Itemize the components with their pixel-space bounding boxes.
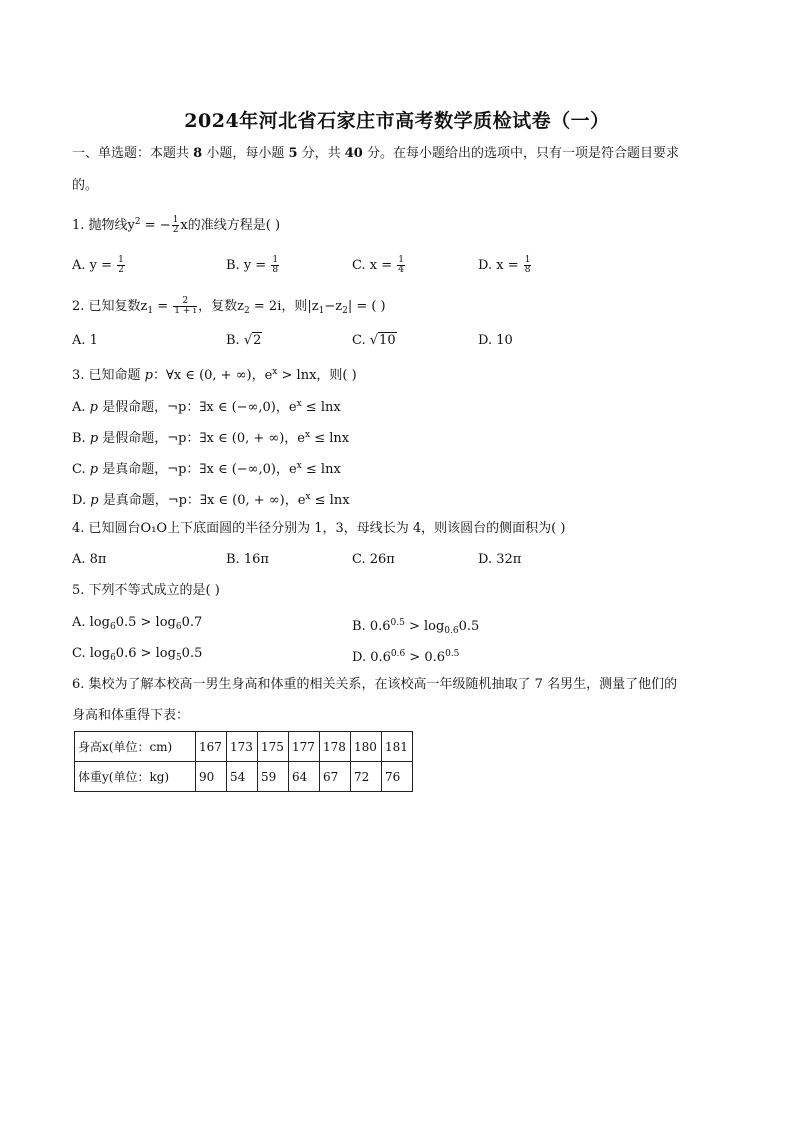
question-1-stem	[72, 214, 280, 235]
option-label: C.	[72, 462, 90, 477]
option-text: 0.6 > log	[115, 646, 176, 661]
q2-option-d: D. 10	[478, 333, 513, 348]
q2-text: 2. 已知复数z	[72, 299, 148, 314]
log-base: 0.6	[444, 626, 459, 636]
fraction-numerator: 1	[172, 215, 179, 225]
row-header: 身高x(单位：cm)	[75, 732, 196, 762]
section-instructions-cont: 的。	[72, 178, 99, 193]
table-cell: 67	[320, 762, 351, 792]
fraction-numerator: 1	[118, 255, 124, 265]
fraction-denominator: 2	[118, 265, 124, 275]
instr-text: 小题，每小题	[202, 146, 289, 161]
q3-option-b	[72, 427, 349, 447]
table-cell: 90	[196, 762, 227, 792]
q3-exponent: x	[272, 367, 278, 377]
table-cell: 180	[351, 732, 382, 762]
q5-option-c	[72, 646, 202, 666]
q2-subscript: 1	[147, 306, 154, 316]
fraction-denominator: 1 + i	[174, 306, 197, 316]
option-label: B. y =	[226, 258, 271, 273]
option-text: > 0.6	[405, 650, 446, 665]
table-cell: 167	[196, 732, 227, 762]
option-text: ≤ lnx	[310, 493, 350, 508]
q2-text: = 2i，则|z	[249, 299, 319, 314]
fraction-numerator: 2	[173, 297, 197, 307]
q2-text: =	[153, 299, 173, 314]
question-4-stem: 4. 已知圆台O₁O上下底面圆的半径分别为 1，3，母线长为 4，则该圆台的侧面积为( )	[72, 521, 566, 536]
option-text: C. log	[72, 646, 111, 661]
section-instructions	[72, 146, 679, 162]
option-text: 0.5	[181, 646, 203, 661]
option-fraction	[397, 256, 405, 275]
option-exponent: x	[305, 430, 311, 440]
option-exponent: x	[296, 399, 302, 409]
option-text: ≤ lnx	[301, 462, 341, 477]
table-cell: 178	[320, 732, 351, 762]
q2-subscript: 2	[244, 306, 250, 316]
option-variable: p	[89, 462, 99, 477]
q4-option-b: B. 16π	[226, 552, 269, 567]
option-label: A.	[72, 400, 90, 415]
table-row	[75, 732, 413, 762]
q5-option-a	[72, 615, 202, 635]
option-label: D. x =	[478, 258, 523, 273]
log-base: 6	[175, 622, 182, 632]
q2-fraction	[173, 297, 197, 316]
table-row	[75, 762, 413, 792]
option-text: ≤ lnx	[310, 431, 350, 446]
radicand: 10	[379, 333, 396, 348]
q5-option-b	[352, 615, 479, 639]
q5-option-d	[352, 646, 459, 666]
question-3-stem	[72, 364, 357, 384]
q3-option-a	[72, 396, 341, 416]
option-label: C.	[352, 333, 370, 348]
option-text: > log	[404, 619, 445, 634]
q2-subscript: 1	[318, 306, 325, 316]
q2-text: ，复数z	[198, 299, 245, 314]
log-base: 6	[109, 622, 116, 632]
q1-option-a	[72, 256, 126, 275]
fraction-numerator: 1	[272, 255, 279, 265]
q3-text: 3. 已知命题	[72, 368, 145, 383]
q1-option-b	[226, 256, 280, 275]
q3-text: ：∀x ∈ (0, + ∞)，e	[153, 368, 273, 383]
q2-option-c	[352, 333, 397, 349]
question-6-stem-cont: 身高和体重得下表：	[72, 708, 190, 723]
radicand: 2	[253, 333, 262, 348]
option-variable: p	[90, 493, 99, 508]
q3-option-c	[72, 458, 341, 478]
option-text: 0.5	[458, 619, 480, 634]
option-text: ≤ lnx	[301, 400, 341, 415]
fraction-numerator: 1	[524, 255, 531, 265]
option-label: B.	[226, 333, 244, 348]
row-header: 体重y(单位：kg)	[75, 762, 196, 792]
option-text: B. 0.6	[352, 619, 391, 634]
q2-option-b	[226, 333, 262, 349]
option-label: B.	[72, 431, 90, 446]
q3-variable-p: p	[144, 368, 153, 383]
instr-text: 分，共	[297, 146, 345, 161]
q3-text: > lnx，则( )	[277, 368, 357, 383]
q3-option-d	[72, 489, 350, 509]
q2-text: | = ( )	[347, 299, 386, 314]
instr-count: 8	[193, 146, 203, 161]
question-6-stem: 6. 集校为了解本校高一男生身高和体重的相关关系，在该校高一年级随机抽取了 7 名男生，测量了他们的	[72, 677, 678, 692]
q1-fraction	[172, 216, 180, 235]
table-cell: 173	[227, 732, 258, 762]
option-variable: p	[89, 400, 98, 415]
option-fraction	[524, 256, 532, 275]
option-variable: p	[89, 431, 99, 446]
option-text: 是真命题，¬p：∃x ∈ (−∞,0)，e	[98, 462, 297, 477]
option-label: C. x =	[352, 258, 397, 273]
instr-points-total: 40	[344, 146, 363, 161]
q2-text: −z	[324, 299, 343, 314]
height-weight-table	[74, 731, 413, 792]
option-exponent: 0.6	[390, 649, 406, 659]
q1-text: = −	[140, 218, 171, 233]
option-exponent: 0.5	[390, 618, 405, 628]
fraction-denominator: 8	[524, 265, 531, 275]
option-exponent: x	[305, 492, 311, 502]
option-exponent: x	[296, 461, 302, 471]
option-fraction	[117, 256, 125, 275]
page-title: 2024年河北省石家庄市高考数学质检试卷（一）	[184, 110, 610, 132]
option-text: 0.5 > log	[115, 615, 176, 630]
option-text: A. log	[72, 615, 110, 630]
q1-option-d	[478, 256, 532, 275]
table-cell: 175	[258, 732, 289, 762]
option-text: 是真命题，¬p：∃x ∈ (0, + ∞)，e	[98, 493, 306, 508]
option-fraction	[271, 256, 279, 275]
instr-text: 分。在每小题给出的选项中，只有一项是符合题目要求	[362, 146, 679, 161]
q1-text: x的准线方程是( )	[180, 218, 281, 233]
table-cell: 72	[351, 762, 382, 792]
option-exponent: 0.5	[445, 649, 460, 659]
table-cell: 64	[289, 762, 320, 792]
table-cell: 177	[289, 732, 320, 762]
instr-points-each: 5	[288, 146, 298, 161]
sqrt-sign: √2	[243, 333, 262, 348]
table-cell: 54	[227, 762, 258, 792]
table-cell: 76	[382, 762, 413, 792]
q1-text: 1. 抛物线y	[72, 218, 135, 233]
q1-exponent: 2	[134, 217, 141, 227]
table-cell: 59	[258, 762, 289, 792]
option-text: 是假命题，¬p：∃x ∈ (0, + ∞)，e	[98, 431, 306, 446]
q4-option-d: D. 32π	[478, 552, 522, 567]
option-text: 0.7	[181, 615, 203, 630]
q4-option-a: A. 8π	[72, 552, 107, 567]
fraction-denominator: 4	[398, 265, 404, 275]
q4-option-c: C. 26π	[352, 552, 395, 567]
table-cell: 181	[382, 732, 413, 762]
log-base: 5	[175, 653, 182, 663]
option-text: D. 0.6	[352, 650, 391, 665]
option-text: 是假命题，¬p：∃x ∈ (−∞,0)，e	[97, 400, 297, 415]
option-label: D.	[72, 493, 91, 508]
q2-subscript: 2	[342, 306, 348, 316]
instr-text: 一、单选题：本题共	[72, 146, 194, 161]
q1-option-c	[352, 256, 406, 275]
fraction-numerator: 1	[398, 255, 404, 265]
fraction-denominator: 2	[172, 225, 179, 235]
fraction-denominator: 8	[272, 265, 279, 275]
sqrt-sign: √10	[369, 333, 396, 348]
q2-option-a: A. 1	[72, 333, 98, 348]
question-5-stem: 5. 下列不等式成立的是( )	[72, 583, 220, 598]
option-label: A. y =	[72, 258, 117, 273]
log-base: 6	[110, 653, 116, 663]
question-2-stem	[72, 297, 386, 319]
